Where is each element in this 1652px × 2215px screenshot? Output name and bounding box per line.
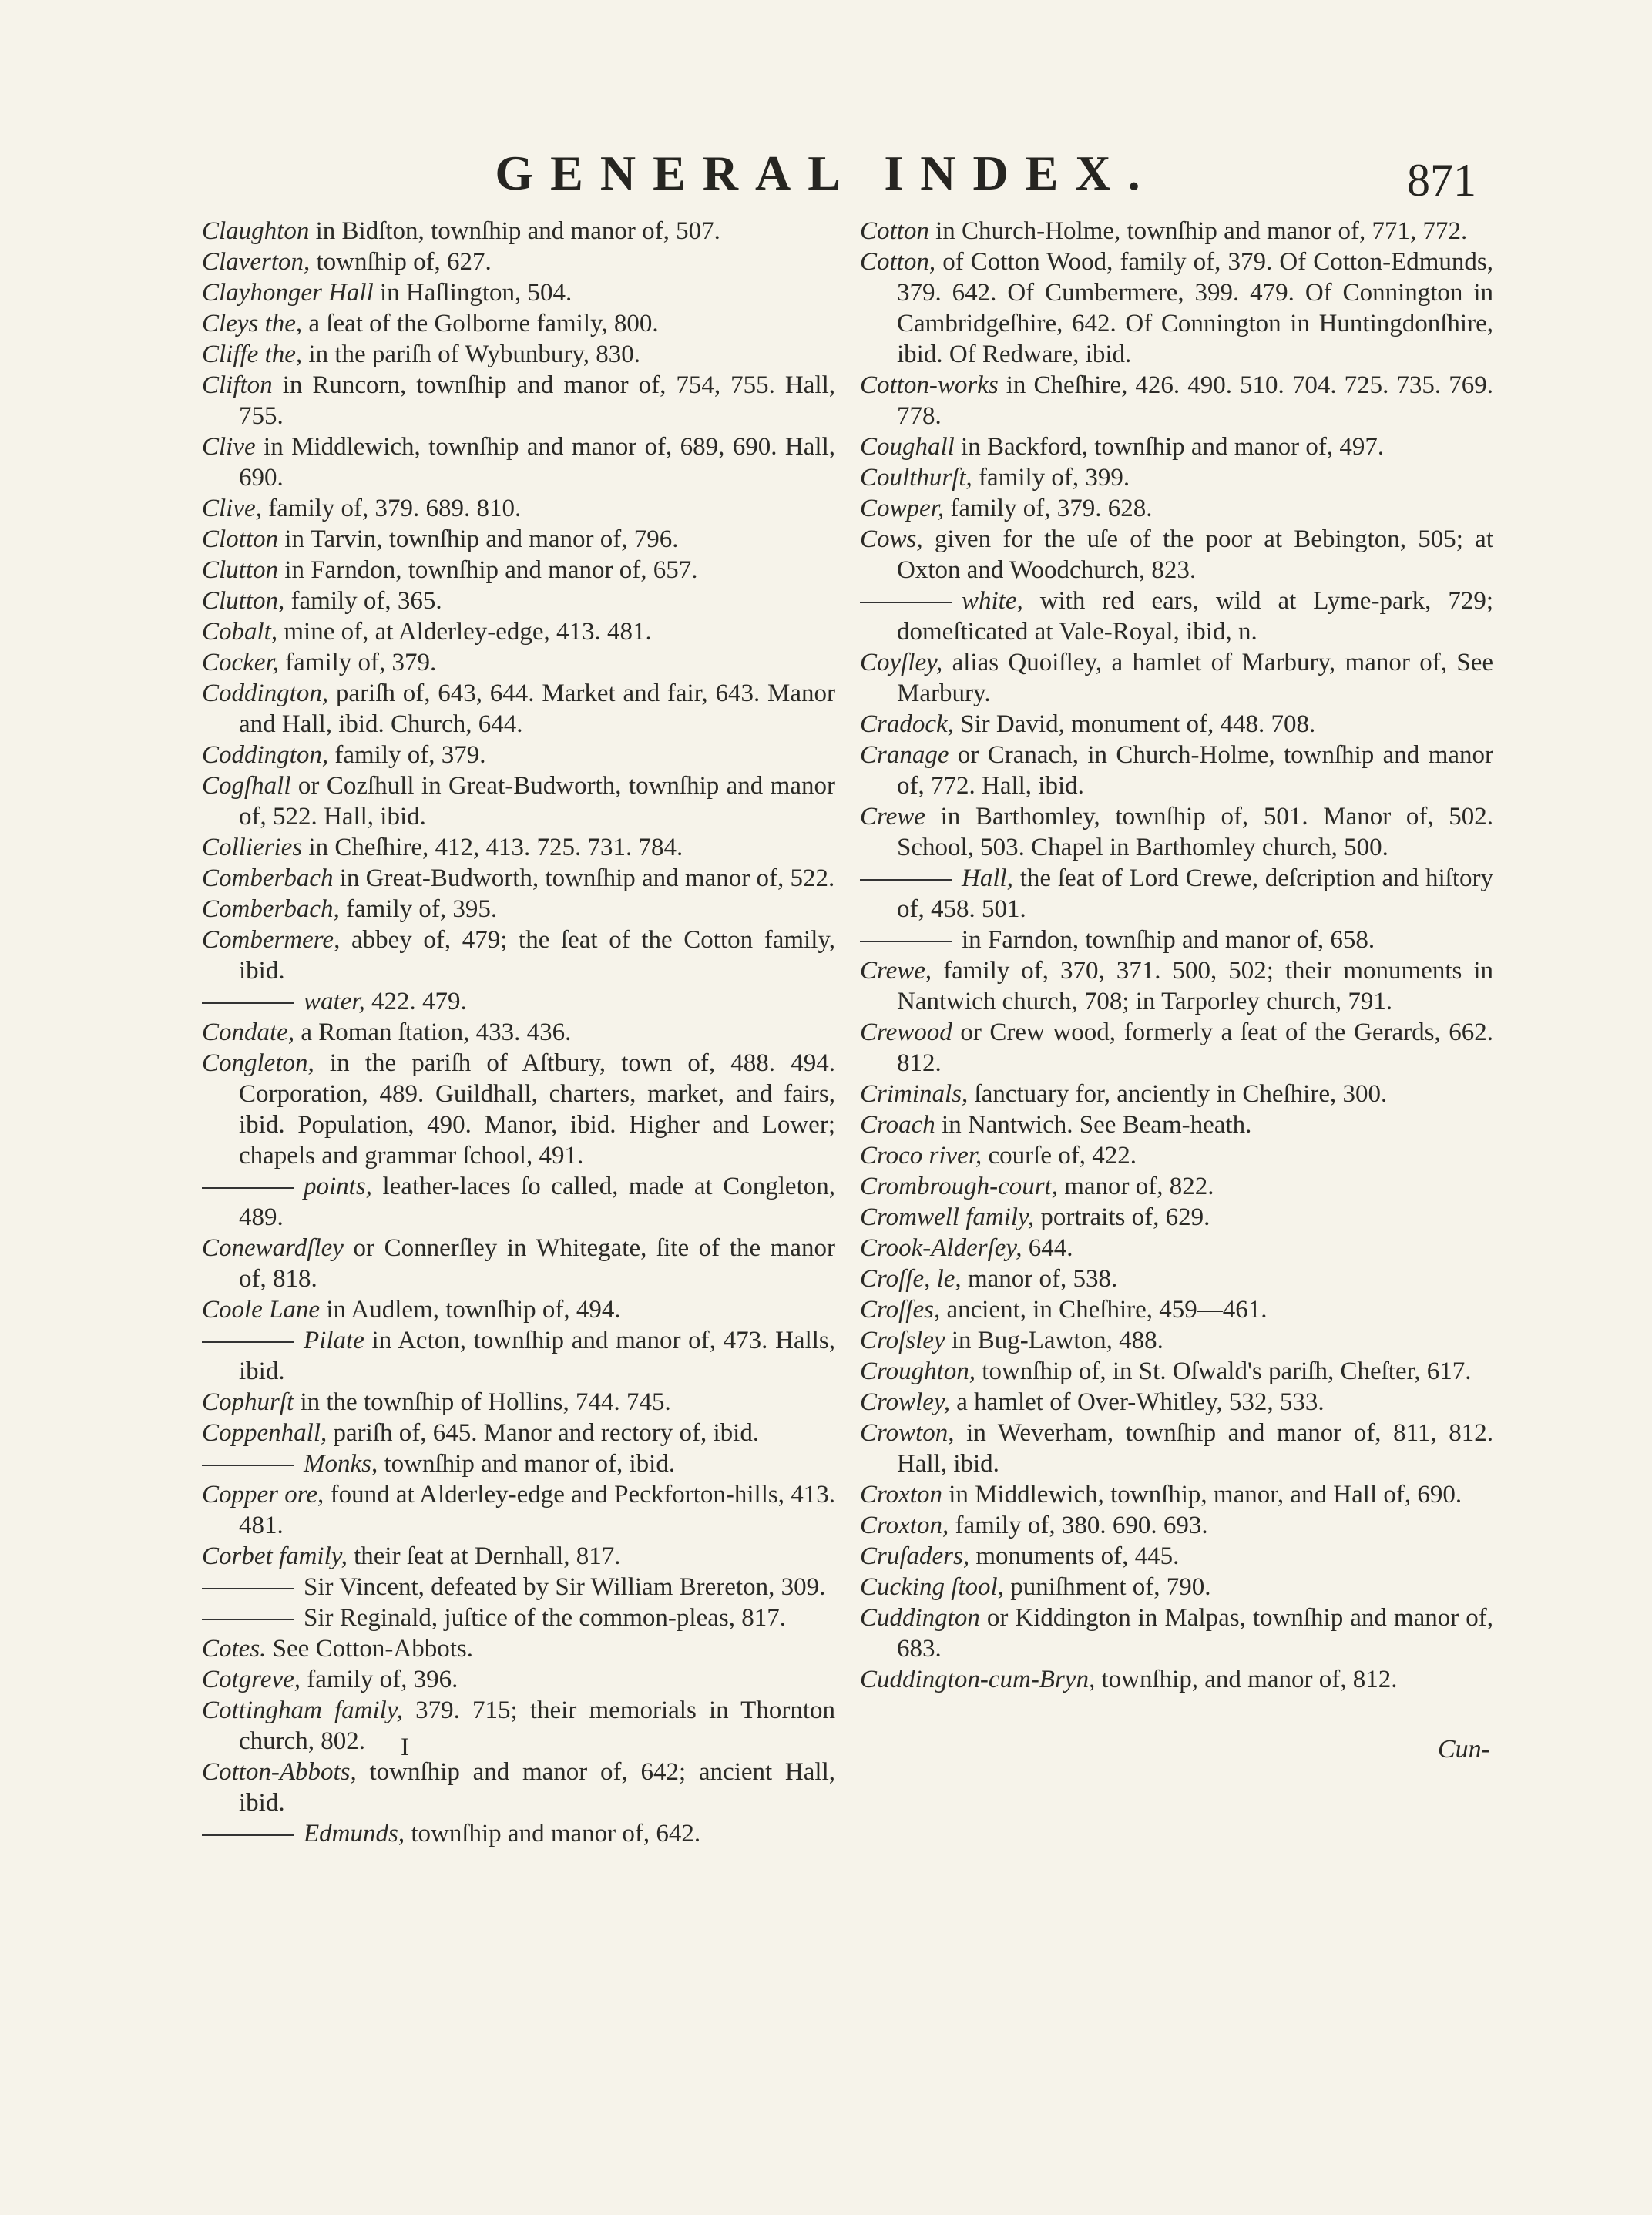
index-entry: [860, 863, 1493, 925]
ditto-dash: [860, 602, 952, 603]
entry-text: family of, 399.: [972, 464, 1130, 492]
entry-text: in Middlewich, townſhip, manor, and Hall of, 690.: [942, 1481, 1462, 1509]
entry-text: in the pariſh of Aſtbury, town of, 488. 494. Corporation, 489. Guildhall, charters, market, and fairs, ibid. Population, 490. Manor, ibid. Higher and Lower; chapels and grammar ſchool, 491.: [239, 1049, 835, 1170]
entry-heading: Crombrough-court,: [860, 1173, 1058, 1200]
entry-heading: Croughton,: [860, 1358, 976, 1385]
index-entry: [202, 555, 835, 586]
index-entry: [860, 216, 1493, 247]
entry-heading: Croco river,: [860, 1142, 982, 1170]
entry-text: a hamlet of Over-Whitley, 532, 533.: [950, 1388, 1325, 1416]
index-entry: [860, 1356, 1493, 1387]
index-entry: [202, 1294, 835, 1325]
entry-heading: Cuddington-cum-Bryn,: [860, 1666, 1096, 1693]
index-entry: [202, 1603, 835, 1633]
right-column: [860, 216, 1493, 1695]
entry-text: ſanctuary for, anciently in Cheſhire, 300.: [968, 1080, 1388, 1108]
entry-text: courſe of, 422.: [982, 1142, 1137, 1170]
entry-text: 644.: [1022, 1234, 1073, 1262]
entry-heading: Crowton,: [860, 1419, 955, 1447]
entry-text: family of, 379.: [278, 649, 437, 676]
index-entry: [202, 1233, 835, 1294]
entry-heading: Clutton: [202, 556, 279, 584]
index-entry: [202, 647, 835, 678]
entry-heading: Combermere,: [202, 926, 341, 954]
index-entry: [202, 863, 835, 894]
entry-heading: Coddington,: [202, 741, 329, 769]
index-entry: [860, 955, 1493, 1017]
index-entry: [202, 770, 835, 832]
entry-text: with red ears, wild at Lyme-park, 729; domeſticated at Vale-Royal, ibid, n.: [897, 587, 1493, 646]
entry-text: or Connerſley in Whitegate, ſite of the manor of, 818.: [239, 1234, 835, 1293]
index-entry: [202, 1818, 835, 1849]
index-entry: [860, 1079, 1493, 1109]
entry-text: portraits of, 629.: [1034, 1203, 1210, 1231]
index-entry: [860, 1017, 1493, 1079]
entry-heading: Conewardſley: [202, 1234, 344, 1262]
index-entry: [860, 431, 1493, 462]
index-entry: [202, 1448, 835, 1479]
ditto-dash: [860, 941, 952, 942]
entry-text: in Nantwich. See Beam-heath.: [935, 1111, 1252, 1139]
entry-heading: Cradock,: [860, 710, 954, 738]
entry-text: Sir Vincent, defeated by Sir William Brereton, 309.: [304, 1573, 826, 1601]
index-entry: [202, 247, 835, 277]
entry-text: in Backford, townſhip and manor of, 497.: [954, 433, 1385, 461]
entry-text: manor of, 538.: [961, 1265, 1118, 1293]
entry-text: in Runcorn, townſhip and manor of, 754, 755. Hall, 755.: [239, 371, 835, 430]
entry-heading: Cottingham family,: [202, 1696, 403, 1724]
index-entry: [202, 832, 835, 863]
index-entry: [202, 1695, 835, 1757]
index-entry: [202, 1325, 835, 1387]
index-entry: [202, 1418, 835, 1448]
entry-heading: Collieries: [202, 834, 303, 861]
index-entry: [860, 586, 1493, 647]
entry-text: in Audlem, townſhip of, 494.: [320, 1296, 621, 1324]
entry-heading: Hall,: [962, 864, 1013, 892]
entry-heading: Coughall: [860, 433, 955, 461]
entry-text: pariſh of, 645. Manor and rectory of, ibid.: [327, 1419, 760, 1447]
entry-text: in Farndon, townſhip and manor of, 657.: [278, 556, 698, 584]
entry-text: mine of, at Alderley-edge, 413. 481.: [277, 618, 652, 646]
index-entry: [860, 1109, 1493, 1140]
index-entry: [860, 247, 1493, 370]
index-entry: [202, 1387, 835, 1418]
index-entry: [202, 1757, 835, 1818]
index-entry: [202, 986, 835, 1017]
ditto-dash: [202, 1465, 294, 1466]
entry-heading: Clutton,: [202, 587, 285, 615]
index-entry: [860, 709, 1493, 740]
entry-heading: Coyſley,: [860, 649, 943, 676]
entry-text: leather-laces ſo called, made at Congleton, 489.: [239, 1173, 835, 1231]
index-entry: [860, 1387, 1493, 1418]
index-entry: [860, 801, 1493, 863]
entry-text: alias Quoiſley, a hamlet of Marbury, manor of, See Marbury.: [897, 649, 1493, 707]
index-entry: [202, 216, 835, 247]
index-entry: [202, 1664, 835, 1695]
index-entry: [202, 740, 835, 770]
ditto-dash: [202, 1341, 294, 1343]
entry-text: in Farndon, townſhip and manor of, 658.: [962, 926, 1375, 954]
entry-heading: Cotes.: [202, 1635, 267, 1663]
index-entry: [202, 431, 835, 493]
entry-text: or Cozſhull in Great-Budworth, townſhip and manor of, 522. Hall, ibid.: [239, 772, 835, 831]
index-entry: [202, 370, 835, 431]
entry-text: townſhip of, 627.: [310, 248, 492, 276]
entry-text: townſhip of, in St. Oſwald's pariſh, Cheſter, 617.: [975, 1358, 1472, 1385]
entry-heading: Cogſhall: [202, 772, 291, 800]
index-entry: [860, 1603, 1493, 1664]
index-entry: [860, 1202, 1493, 1233]
entry-text: pariſh of, 643, 644. Market and fair, 643. Manor and Hall, ibid. Church, 644.: [239, 680, 835, 738]
entry-heading: Cotton,: [860, 248, 936, 276]
index-entry: [202, 616, 835, 647]
index-entry: [202, 1572, 835, 1603]
index-entry: [202, 678, 835, 740]
entry-heading: Coppenhall,: [202, 1419, 327, 1447]
index-entry: [860, 1479, 1493, 1510]
entry-heading: Crewood: [860, 1019, 952, 1046]
entry-text: in Middlewich, townſhip and manor of, 689, 690. Hall, 690.: [239, 433, 835, 492]
index-entry: [860, 462, 1493, 493]
ditto-dash: [202, 1002, 294, 1004]
left-column: [202, 216, 835, 1849]
entry-text: family of, 396.: [301, 1666, 458, 1693]
entry-heading: Cranage: [860, 741, 949, 769]
index-entry: [860, 1264, 1493, 1294]
index-entry: [202, 1541, 835, 1572]
entry-text: townſhip, and manor of, 812.: [1095, 1666, 1398, 1693]
entry-heading: Comberbach,: [202, 895, 340, 923]
entry-heading: Claverton,: [202, 248, 311, 276]
entry-text: the ſeat of Lord Crewe, deſcription and hiſtory of, 458. 501.: [897, 864, 1493, 923]
entry-text: monuments of, 445.: [969, 1542, 1180, 1570]
entry-heading: Cliffe the,: [202, 341, 303, 368]
index-entry: [202, 339, 835, 370]
index-entry: [202, 586, 835, 616]
index-entry: [202, 1048, 835, 1171]
entry-text: family of, 395.: [339, 895, 498, 923]
index-entry: [202, 524, 835, 555]
entry-heading: Coulthurſt,: [860, 464, 972, 492]
entry-heading: Croxton,: [860, 1512, 949, 1539]
entry-text: family of, 379.: [328, 741, 486, 769]
index-entry: [860, 1233, 1493, 1264]
entry-text: Sir David, monument of, 448. 708.: [953, 710, 1316, 738]
entry-heading: Cows,: [860, 525, 923, 553]
ditto-dash: [860, 879, 952, 881]
entry-heading: Comberbach: [202, 864, 334, 892]
index-entry: [860, 524, 1493, 586]
entry-heading: Cocker,: [202, 649, 279, 676]
entry-text: 422. 479.: [364, 988, 467, 1015]
entry-text: townſhip and manor of, 642.: [405, 1820, 701, 1848]
entry-text: family of, 370, 371. 500, 502; their monuments in Nantwich church, 708; in Tarporley church, 791.: [897, 957, 1493, 1015]
entry-heading: Clifton: [202, 371, 273, 399]
entry-heading: Cucking ſtool,: [860, 1573, 1004, 1601]
entry-heading: points,: [304, 1173, 372, 1200]
entry-heading: water,: [304, 988, 365, 1015]
entry-heading: Crowley,: [860, 1388, 951, 1416]
entry-text: family of, 380. 690. 693.: [949, 1512, 1208, 1539]
entry-text: in Barthomley, townſhip of, 501. Manor of, 502. School, 503. Chapel in Barthomley church, 500.: [897, 803, 1493, 861]
index-entry: [860, 1572, 1493, 1603]
entry-text: given for the uſe of the poor at Bebington, 505; at Oxton and Woodchurch, 823.: [897, 525, 1493, 584]
entry-text: in Bidſton, townſhip and manor of, 507.: [309, 217, 720, 245]
index-entry: [202, 1171, 835, 1233]
index-entry: [202, 1017, 835, 1048]
ditto-dash: [202, 1588, 294, 1589]
entry-text: See Cotton-Abbots.: [266, 1635, 473, 1663]
page-number: 871: [1407, 155, 1476, 206]
index-entry: [860, 1140, 1493, 1171]
catchword: Cun-: [1438, 1735, 1490, 1764]
entry-heading: Cowper,: [860, 495, 945, 522]
entry-heading: Cotton-Abbots,: [202, 1758, 357, 1786]
entry-heading: Monks,: [304, 1450, 378, 1478]
entry-heading: Croſſe, le,: [860, 1265, 962, 1293]
entry-heading: Copper ore,: [202, 1481, 324, 1509]
entry-heading: Pilate: [304, 1327, 364, 1354]
index-entry: [202, 894, 835, 925]
index-entry: [860, 493, 1493, 524]
entry-text: abbey of, 479; the ſeat of the Cotton family, ibid.: [239, 926, 835, 985]
entry-heading: Crewe,: [860, 957, 932, 985]
entry-heading: Cromwell family,: [860, 1203, 1035, 1231]
entry-heading: Cotton: [860, 217, 929, 245]
entry-heading: Coole Lane: [202, 1296, 321, 1324]
entry-text: or Kiddington in Malpas, townſhip and manor of, 683.: [897, 1604, 1493, 1663]
entry-heading: Clive,: [202, 495, 262, 522]
index-entry: [202, 925, 835, 986]
entry-text: manor of, 822.: [1057, 1173, 1214, 1200]
entry-text: in Tarvin, townſhip and manor of, 796.: [278, 525, 679, 553]
entry-text: family of, 379. 628.: [944, 495, 1153, 522]
entry-text: or Crew wood, formerly a ſeat of the Gerards, 662. 812.: [897, 1019, 1493, 1077]
index-entry: [860, 1510, 1493, 1541]
entry-text: ancient, in Cheſhire, 459—461.: [940, 1296, 1268, 1324]
entry-text: in Weverham, townſhip and manor of, 811, 812. Hall, ibid.: [897, 1419, 1493, 1478]
entry-heading: Croxton: [860, 1481, 942, 1509]
index-entry: [860, 740, 1493, 801]
entry-heading: Croſſes,: [860, 1296, 941, 1324]
entry-heading: Claughton: [202, 217, 310, 245]
index-entry: [860, 647, 1493, 709]
entry-text: in Cheſhire, 426. 490. 510. 704. 725. 735. 769. 778.: [897, 371, 1493, 430]
index-entry: [202, 308, 835, 339]
entry-heading: Edmunds,: [304, 1820, 405, 1848]
entry-text: townſhip and manor of, ibid.: [378, 1450, 676, 1478]
index-entry: [860, 1541, 1493, 1572]
entry-text: a ſeat of the Golborne family, 800.: [302, 310, 659, 337]
entry-text: in Church-Holme, townſhip and manor of, 771, 772.: [928, 217, 1468, 245]
entry-text: in Cheſhire, 412, 413. 725. 731. 784.: [302, 834, 683, 861]
entry-heading: white,: [962, 587, 1023, 615]
entry-heading: Croſsley: [860, 1327, 945, 1354]
entry-heading: Clotton: [202, 525, 279, 553]
entry-heading: Cleys the,: [202, 310, 303, 337]
index-entry: [860, 1325, 1493, 1356]
index-entry: [202, 1633, 835, 1664]
entry-text: or Cranach, in Church-Holme, townſhip and manor of, 772. Hall, ibid.: [897, 741, 1493, 800]
entry-heading: Crewe: [860, 803, 925, 831]
entry-text: in the pariſh of Wybunbury, 830.: [302, 341, 641, 368]
entry-text: in Great-Budworth, townſhip and manor of, 522.: [333, 864, 835, 892]
ditto-dash: [202, 1187, 294, 1189]
ditto-dash: [202, 1834, 294, 1836]
entry-text: found at Alderley-edge and Peckforton-hills, 413. 481.: [239, 1481, 836, 1539]
entry-heading: Cophurſt: [202, 1388, 294, 1416]
entry-heading: Congleton,: [202, 1049, 314, 1077]
entry-text: townſhip and manor of, 642; ancient Hall, ibid.: [239, 1758, 835, 1817]
entry-heading: Clayhonger Hall: [202, 279, 374, 307]
index-entry: [860, 370, 1493, 431]
entry-text: a Roman ſtation, 433. 436.: [294, 1019, 572, 1046]
entry-heading: Cobalt,: [202, 618, 278, 646]
entry-heading: Croach: [860, 1111, 935, 1139]
entry-heading: Cruſaders,: [860, 1542, 970, 1570]
index-entry: [202, 277, 835, 308]
entry-text: in Haſlington, 504.: [373, 279, 572, 307]
entry-text: Sir Reginald, juſtice of the common-pleas, 817.: [304, 1604, 786, 1632]
ditto-dash: [202, 1619, 294, 1620]
entry-text: of Cotton Wood, family of, 379. Of Cotton-Edmunds, 379. 642. Of Cumbermere, 399. 479. Of Connington in Cambridgeſhire, 642. Of Connington in Huntingdonſhire, ibid. Of Redware, ibid.: [897, 248, 1493, 368]
index-entry: [860, 1418, 1493, 1479]
entry-text: 379. 715; their memorials in Thornton church, 802.: [239, 1696, 835, 1755]
entry-heading: Criminals,: [860, 1080, 969, 1108]
signature-mark: I: [401, 1733, 409, 1761]
entry-text: family of, 365.: [284, 587, 442, 615]
entry-heading: Clive: [202, 433, 256, 461]
entry-heading: Coddington,: [202, 680, 329, 707]
entry-heading: Corbet family,: [202, 1542, 348, 1570]
entry-text: in Bug-Lawton, 488.: [945, 1327, 1163, 1354]
entry-text: in Acton, townſhip and manor of, 473. Halls, ibid.: [239, 1327, 835, 1385]
index-entry: [202, 1479, 835, 1541]
index-entry: [860, 1294, 1493, 1325]
entry-heading: Cuddington: [860, 1604, 980, 1632]
index-entry: [202, 493, 835, 524]
entry-heading: Crook-Alderſey,: [860, 1234, 1022, 1262]
index-entry: [860, 1664, 1493, 1695]
entry-heading: Cotgreve,: [202, 1666, 301, 1693]
entry-text: family of, 379. 689. 810.: [261, 495, 522, 522]
index-entry: [860, 925, 1493, 955]
entry-text: their ſeat at Dernhall, 817.: [347, 1542, 621, 1570]
entry-text: puniſhment of, 790.: [1003, 1573, 1211, 1601]
index-entry: [860, 1171, 1493, 1202]
entry-heading: Cotton-works: [860, 371, 999, 399]
entry-heading: Condate,: [202, 1019, 295, 1046]
entry-text: in the townſhip of Hollins, 744. 745.: [294, 1388, 671, 1416]
page-title: GENERAL INDEX.: [495, 146, 1157, 200]
